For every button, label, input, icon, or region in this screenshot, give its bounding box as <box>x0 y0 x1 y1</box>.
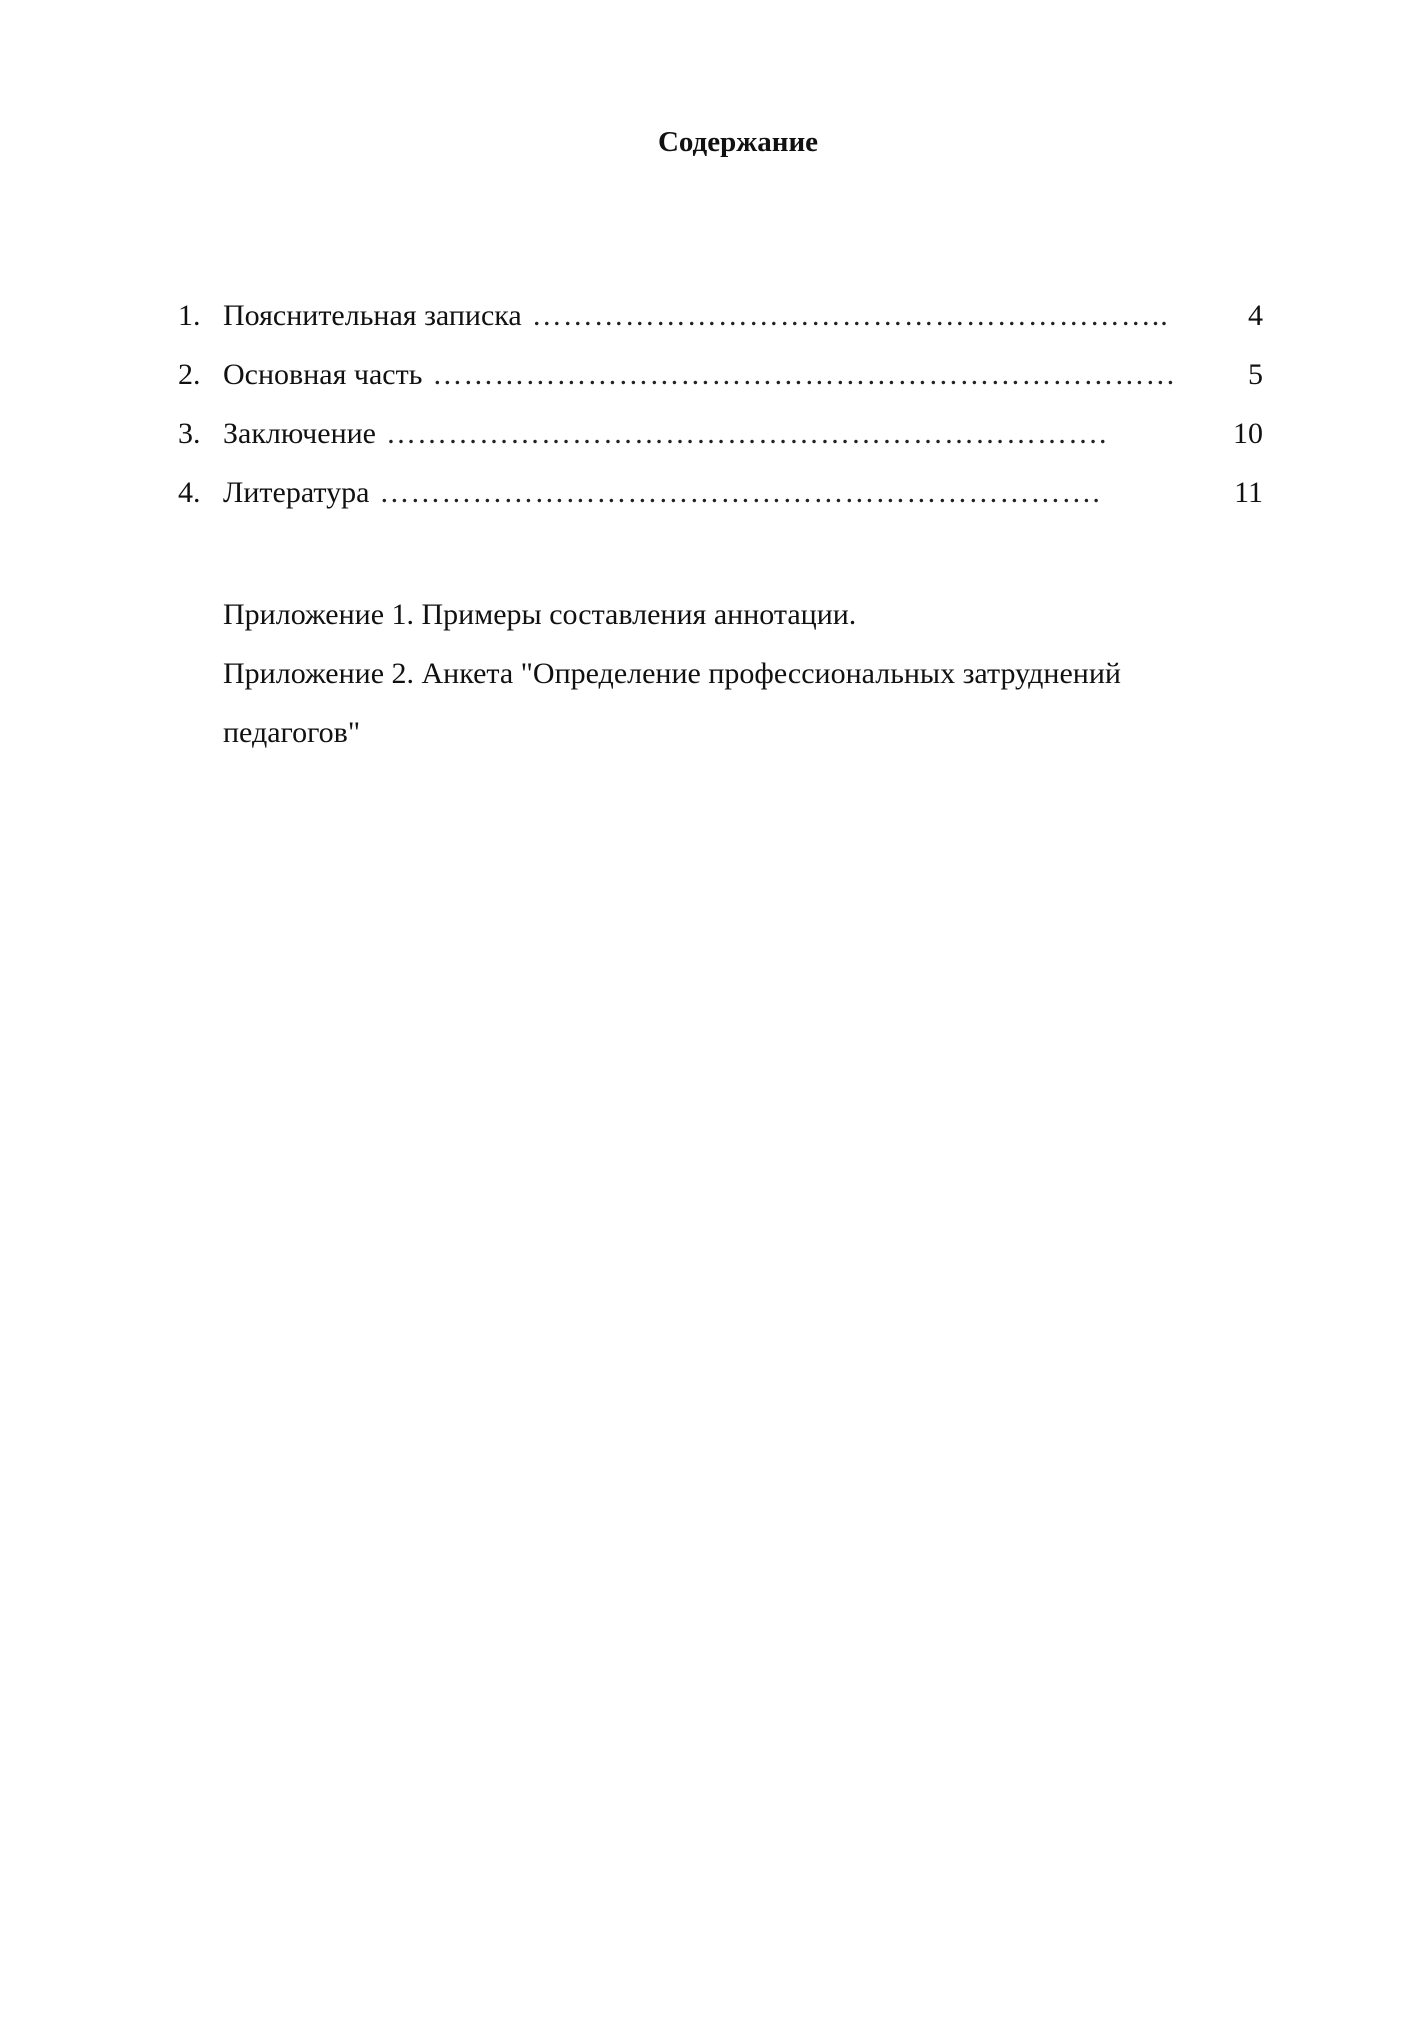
toc-item-page: 10 <box>1233 417 1263 450</box>
toc-item-main-part <box>178 355 1263 414</box>
toc-item-number: 1. <box>178 299 201 332</box>
toc-item-number: 3. <box>178 417 201 450</box>
toc-item-explanatory-note <box>178 296 1263 355</box>
toc-item-number: 2. <box>178 358 201 391</box>
toc-item-literature <box>178 473 1263 532</box>
toc-item-page: 5 <box>1248 358 1263 391</box>
toc-item-page: 11 <box>1234 476 1263 509</box>
page-title: Содержание <box>657 126 819 158</box>
toc-dot-leader: ……………………………………………………………. <box>379 476 1101 509</box>
toc-item-label: Пояснительная записка <box>223 299 522 332</box>
table-of-contents <box>178 296 1263 532</box>
appendix-1: Приложение 1. Примеры составления аннотации. <box>223 598 857 631</box>
toc-dot-leader: ……………………………………………………………… <box>432 358 1177 391</box>
appendix-2: Приложение 2. Анкета "Определение профессиональных затруднений педагогов" <box>223 657 1121 749</box>
toc-dot-leader: ……………………………………………………………. <box>386 417 1108 450</box>
toc-item-page: 4 <box>1248 299 1263 332</box>
toc-item-number: 4. <box>178 476 201 509</box>
toc-item-label: Основная часть <box>223 358 423 391</box>
toc-item-label: Заключение <box>223 417 376 450</box>
toc-item-conclusion <box>178 414 1263 473</box>
toc-dot-leader: …………………………………………………….. <box>531 299 1169 332</box>
toc-item-label: Литература <box>223 476 370 509</box>
